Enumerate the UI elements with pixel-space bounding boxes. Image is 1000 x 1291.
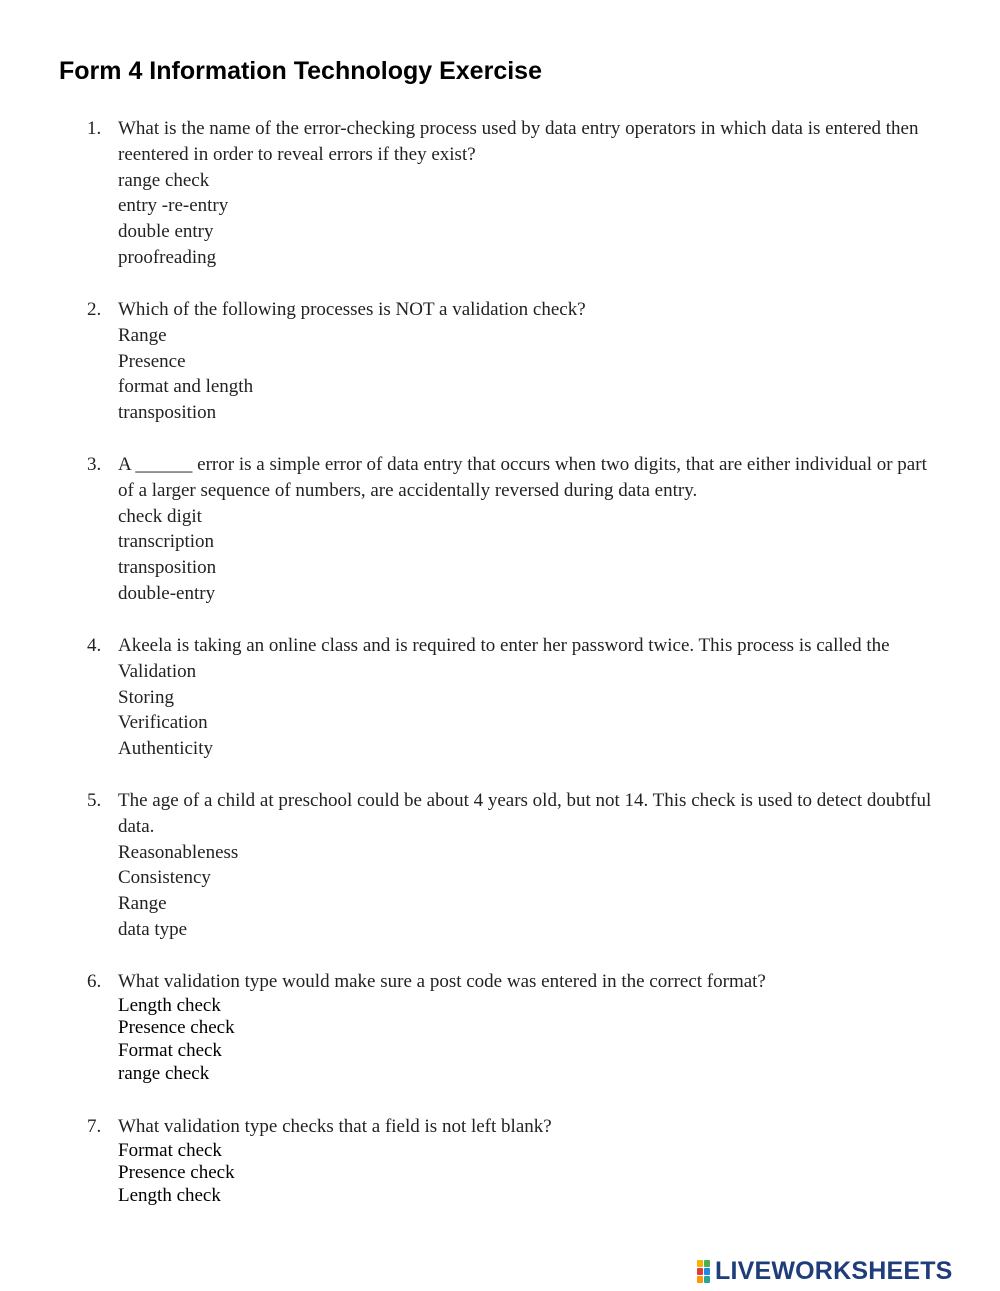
- question-number: 3.: [87, 454, 102, 475]
- question-6: [87, 969, 947, 1085]
- answer-option[interactable]: Range: [118, 893, 167, 915]
- logo-block-icon: [704, 1260, 710, 1267]
- question-2: [87, 297, 947, 426]
- answer-option[interactable]: transposition: [118, 557, 217, 579]
- answer-option[interactable]: Consistency: [118, 867, 211, 889]
- answer-option[interactable]: Length check: [118, 1184, 221, 1206]
- answer-option[interactable]: transcription: [118, 531, 215, 553]
- question-text: Which of the following processes is NOT a validation check?: [118, 299, 586, 320]
- question-text: What validation type would make sure a post code was entered in the correct format?: [118, 971, 766, 992]
- answer-option[interactable]: check digit: [118, 505, 202, 527]
- logo-block-icon: [697, 1268, 703, 1275]
- answer-option[interactable]: proofreading: [118, 246, 217, 268]
- answer-option[interactable]: double entry: [118, 221, 214, 243]
- answer-option[interactable]: Range: [118, 324, 167, 346]
- logo-block-icon: [704, 1276, 710, 1283]
- question-1: [87, 116, 947, 271]
- question-5: [87, 788, 947, 943]
- question-number: 7.: [87, 1116, 102, 1137]
- liveworksheets-logo-icon: [697, 1260, 710, 1283]
- question-7: [87, 1114, 947, 1208]
- answer-option[interactable]: Format check: [118, 1139, 222, 1161]
- answer-option[interactable]: Presence check: [118, 1162, 235, 1184]
- question-number: 6.: [87, 971, 102, 992]
- answer-option[interactable]: data type: [118, 918, 188, 940]
- answer-option[interactable]: transposition: [118, 402, 217, 424]
- answer-option[interactable]: Validation: [118, 660, 197, 682]
- question-number: 4.: [87, 635, 102, 656]
- question-4: [87, 633, 947, 762]
- brand-name: LIVEWORKSHEETS: [715, 1256, 953, 1285]
- answer-option[interactable]: double-entry: [118, 582, 216, 604]
- question-text: What validation type checks that a field is not left blank?: [118, 1116, 552, 1137]
- answer-option[interactable]: Presence check: [118, 1017, 235, 1039]
- logo-block-icon: [697, 1276, 703, 1283]
- question-text: The age of a child at preschool could be about 4 years old, but not 14. This check is used to detect doubtful data.: [118, 790, 932, 837]
- question-text: Akeela is taking an online class and is required to enter her password twice. This process is called the: [118, 635, 890, 656]
- answer-option[interactable]: Reasonableness: [118, 841, 239, 863]
- answer-option[interactable]: Format check: [118, 1039, 222, 1061]
- answer-option[interactable]: range check: [118, 1062, 210, 1084]
- logo-block-icon: [697, 1260, 703, 1267]
- question-number: 2.: [87, 299, 102, 320]
- answer-option[interactable]: format and length: [118, 376, 254, 398]
- question-text: What is the name of the error-checking process used by data entry operators in which data is entered then reentered in order to reveal errors if they exist?: [118, 118, 919, 165]
- logo-block-icon: [704, 1268, 710, 1275]
- answer-option[interactable]: range check: [118, 169, 210, 191]
- liveworksheets-branding[interactable]: [697, 1257, 953, 1285]
- answer-option[interactable]: Length check: [118, 994, 221, 1016]
- question-text: A ______ error is a simple error of data entry that occurs when two digits, that are either individual or part of a larger sequence of numbers, are accidentally reversed during data entry.: [118, 454, 927, 501]
- question-number: 1.: [87, 118, 102, 139]
- answer-option[interactable]: Verification: [118, 712, 208, 734]
- question-3: [87, 452, 947, 607]
- answer-option[interactable]: entry -re-entry: [118, 195, 229, 217]
- answer-option[interactable]: Storing: [118, 686, 174, 708]
- page-title: Form 4 Information Technology Exercise: [59, 57, 542, 85]
- answer-option[interactable]: Presence: [118, 350, 186, 372]
- question-number: 5.: [87, 790, 102, 811]
- answer-option[interactable]: Authenticity: [118, 738, 213, 760]
